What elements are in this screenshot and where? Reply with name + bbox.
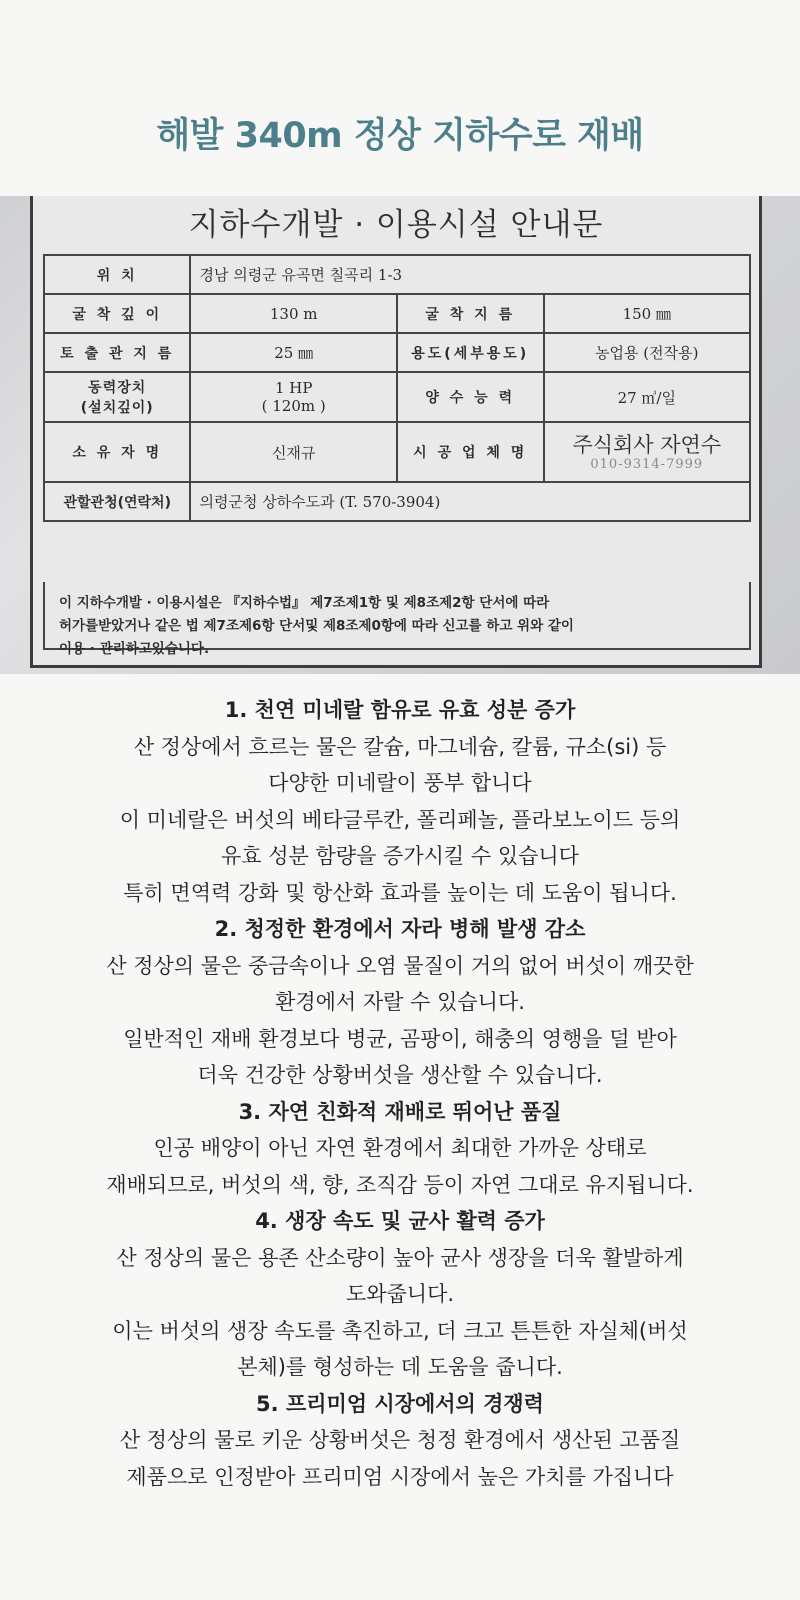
diameter-label: 굴 착 지 름 — [397, 294, 544, 333]
groundwater-signboard — [30, 196, 762, 668]
body-line: 제품으로 인정받아 프리미엄 시장에서 높은 가치를 가집니다 — [126, 1464, 674, 1489]
body-line: 환경에서 자랄 수 있습니다. — [275, 990, 525, 1014]
discharge-value: 25 ㎜ — [190, 333, 396, 372]
location-value: 경남 의령군 유곡면 칠곡리 1-3 — [190, 255, 750, 294]
body-line: 산 정상의 물은 중금속이나 오염 물질이 거의 없어 버섯이 깨끗한 — [106, 953, 694, 978]
power-value-line1: 1 HP — [274, 379, 313, 397]
body-line: 재배되므로, 버섯의 색, 향, 조직감 등이 자연 그대로 유지됩니다. — [106, 1172, 694, 1197]
body-line: 산 정상의 물로 키운 상황버섯은 청정 환경에서 생산된 고품질 — [119, 1428, 681, 1452]
depth-value: 130 m — [190, 294, 396, 333]
body-line: 본체)를 형성하는 데 도움을 줍니다. — [237, 1355, 563, 1379]
table-row — [44, 422, 750, 482]
body-line: 이 미네랄은 버섯의 베타글루칸, 폴리페놀, 플라보노이드 등의 — [119, 807, 681, 832]
table-row — [44, 482, 750, 521]
discharge-label: 토 출 관 지 름 — [44, 333, 190, 372]
section-heading: 2. 청정한 환경에서 자라 병해 발생 감소 — [214, 917, 586, 941]
body-line: 더욱 건강한 상황버섯을 생산할 수 있습니다. — [197, 1063, 603, 1087]
section-heading: 1. 천연 미네랄 함유로 유효 성분 증가 — [224, 698, 576, 722]
body-line: 산 정상에서 흐르는 물은 칼슘, 마그네슘, 칼륨, 규소(si) 등 — [133, 734, 667, 759]
facility-info-table — [43, 254, 751, 522]
benefits-text — [0, 692, 800, 1495]
contractor-value: 주식회사 자연수 — [572, 432, 722, 457]
body-line: 일반적인 재배 환경보다 병균, 곰팡이, 해충의 영행을 덜 받아 — [123, 1026, 677, 1051]
body-line: 특히 면역력 강화 및 항산화 효과를 높이는 데 도움이 됩니다. — [123, 880, 677, 905]
power-label-line2: (설치깊이) — [80, 400, 154, 416]
signboard-notice — [43, 582, 751, 657]
use-value: 농업용 (전작용) — [544, 333, 750, 372]
page-title: 해발 340m 정상 지하수로 재배 — [156, 116, 644, 156]
section-heading: 4. 생장 속도 및 균사 활력 증가 — [255, 1209, 545, 1233]
notice-line: 허가를받았거나 같은 법 제7조제6항 단서및 제8조제0항에 따라 신고를 하고 위와 같이 — [59, 618, 574, 634]
section-heading: 3. 자연 친화적 재배로 뛰어난 품질 — [238, 1099, 562, 1124]
body-line: 다양한 미네랄이 풍부 합니다 — [268, 771, 532, 795]
use-label: 용도(세부용도) — [397, 333, 544, 372]
body-line: 인공 배양이 아닌 자연 환경에서 최대한 가까운 상태로 — [153, 1136, 647, 1160]
contractor-phone: 010-9314-7999 — [590, 456, 704, 472]
diameter-value: 150 ㎜ — [544, 294, 750, 333]
table-row — [44, 255, 750, 294]
power-label — [44, 372, 190, 422]
signboard-title: 지하수개발 · 이용시설 안내문 — [188, 207, 604, 243]
location-label: 위 치 — [44, 255, 190, 294]
depth-label: 굴 착 깊 이 — [44, 294, 190, 333]
power-value — [190, 372, 396, 422]
body-line: 도와줍니다. — [345, 1282, 455, 1306]
notice-line: 이용 · 관리하고있습니다. — [59, 641, 210, 657]
notice-line: 이 지하수개발 · 이용시설은 『지하수법』 제7조제1항 및 제8조제2항 단서에 따라 — [59, 595, 550, 611]
body-line: 이는 버섯의 생장 속도를 촉진하고, 더 크고 튼튼한 자실체(버섯 — [112, 1318, 688, 1343]
contractor-cell — [544, 422, 750, 482]
signboard-photo — [0, 196, 800, 674]
authority-value: 의령군청 상하수도과 (T. 570-3904) — [190, 482, 750, 521]
capacity-label: 양 수 능 력 — [397, 372, 544, 422]
owner-value: 신재규 — [190, 422, 396, 482]
body-line: 유효 성분 함량을 증가시킬 수 있습니다 — [221, 844, 579, 868]
table-row — [44, 333, 750, 372]
power-value-line2: ( 120m ) — [261, 397, 326, 415]
power-label-line1: 동력장치 — [88, 380, 147, 396]
table-row — [44, 294, 750, 333]
owner-label: 소 유 자 명 — [44, 422, 190, 482]
body-line: 산 정상의 물은 용존 산소량이 높아 균사 생장을 더욱 활발하게 — [116, 1245, 684, 1270]
contractor-label: 시 공 업 체 명 — [397, 422, 544, 482]
capacity-value: 27 ㎥/일 — [544, 372, 750, 422]
section-heading: 5. 프리미엄 시장에서의 경쟁력 — [256, 1391, 544, 1416]
authority-label: 관할관청(연락처) — [44, 482, 190, 521]
table-row — [44, 372, 750, 422]
